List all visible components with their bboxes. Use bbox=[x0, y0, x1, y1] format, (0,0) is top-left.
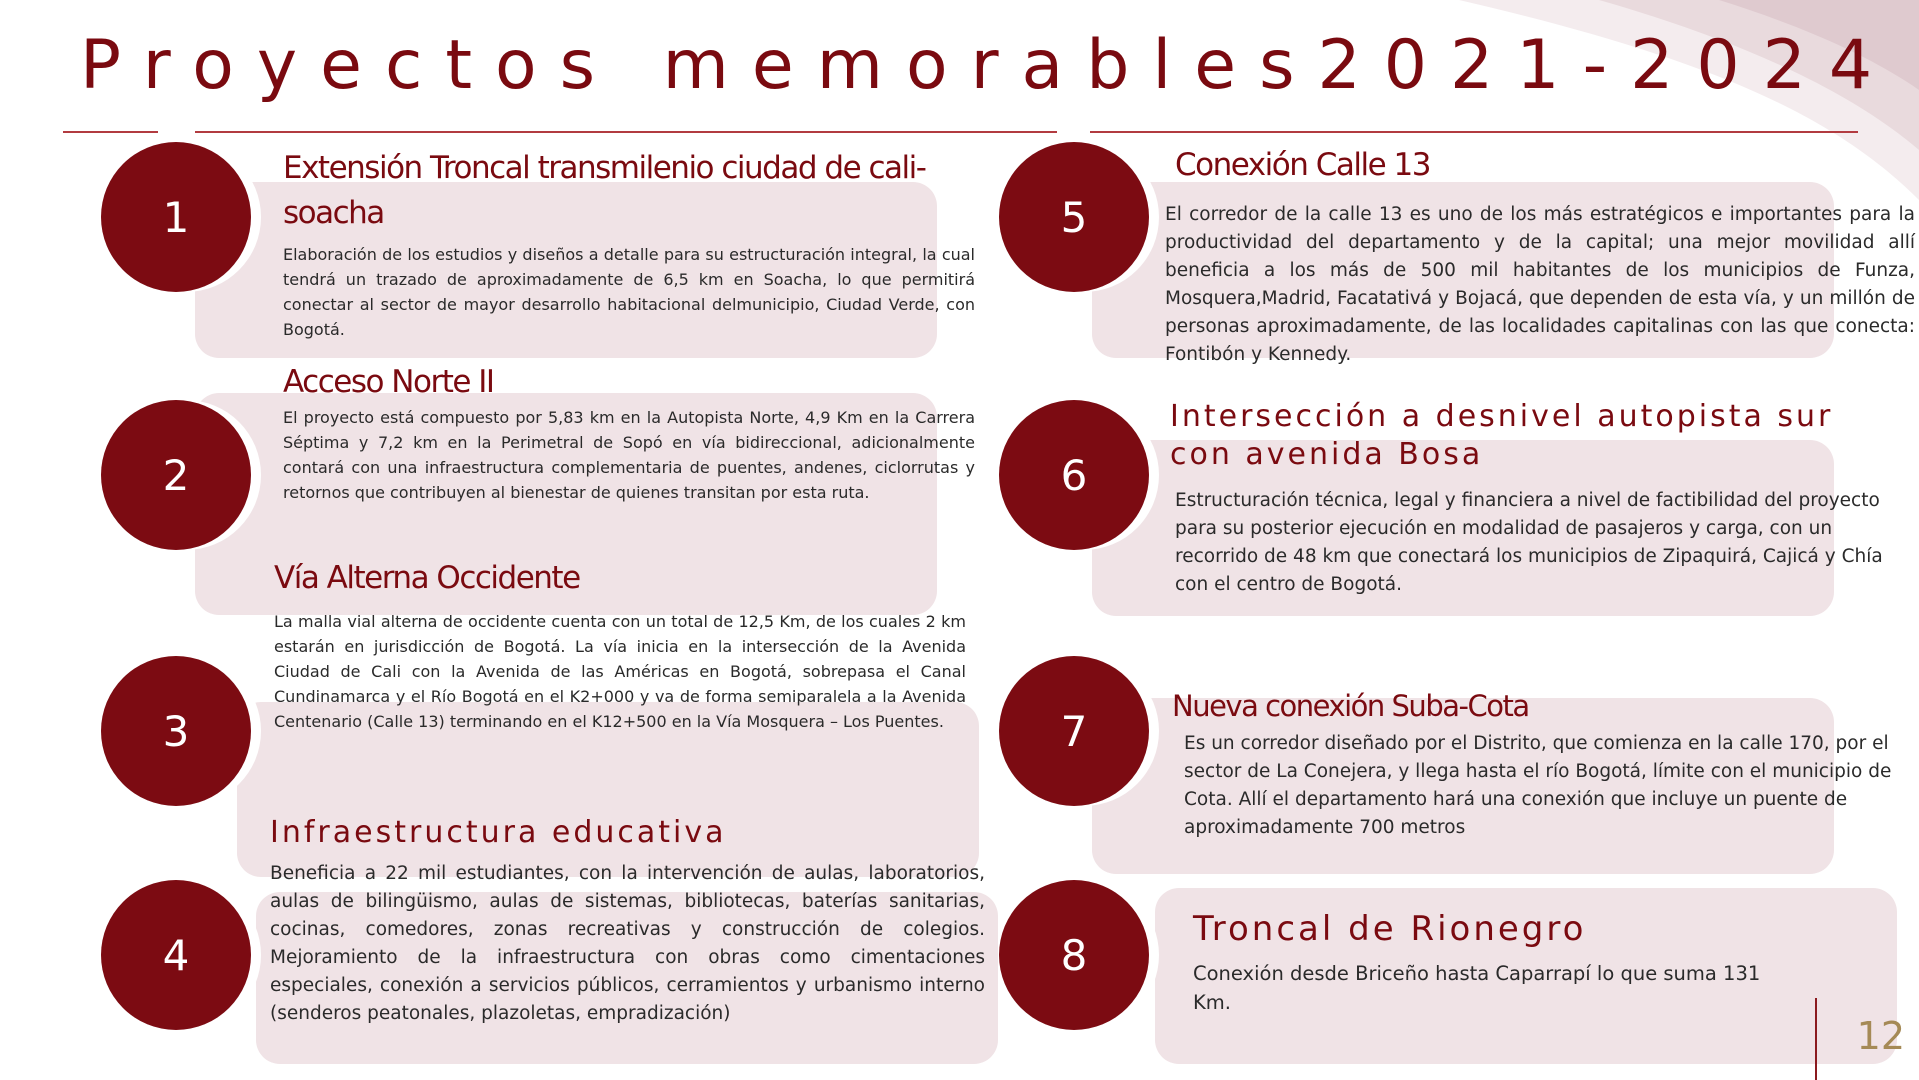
project-title: Vía Alterna Occidente bbox=[274, 560, 580, 596]
project-title: Extensión Troncal transmilenio ciudad de cali- soacha bbox=[283, 150, 926, 231]
project-description: Elaboración de los estudios y diseños a detalle para su estructuración integral, la cual tendrá un trazado de aproximadamente de 6,5 km en Soacha, lo que permitirá conectar al sector de mayor desarrollo habitacional delmunicipio, Ciudad Verde, con Bogotá. bbox=[283, 245, 975, 339]
project-description: El proyecto está compuesto por 5,83 km en la Autopista Norte, 4,9 Km en la Carrera Séptima y 7,2 km en la Perimetral de Sopó en vía bidireccional, adicionalmente contará con una infraestructura complementaria de puentes, andenes, ciclorrutas y retornos que contribuyen al bienestar de quienes transitan por esta ruta. bbox=[283, 408, 975, 502]
project-title: Infraestructura educativa bbox=[270, 815, 727, 850]
project-number-badge: 5 bbox=[999, 142, 1149, 292]
project-title: Intersección a desnivel autopista sur con avenida Bosa bbox=[1170, 399, 1834, 472]
project-number-badge: 2 bbox=[101, 400, 251, 550]
project-number-badge: 3 bbox=[101, 656, 251, 806]
page-title: Proyectos memorables2021-2024 bbox=[80, 26, 1896, 105]
project-title: Nueva conexión Suba-Cota bbox=[1172, 689, 1529, 723]
divider-line bbox=[63, 131, 158, 133]
divider-line bbox=[195, 131, 1057, 133]
project-number-badge: 7 bbox=[999, 656, 1149, 806]
project-number-badge: 6 bbox=[999, 400, 1149, 550]
page-number-divider bbox=[1815, 998, 1817, 1080]
project-number-badge: 8 bbox=[999, 880, 1149, 1030]
project-title: Acceso Norte II bbox=[283, 364, 494, 400]
project-number-badge: 4 bbox=[101, 880, 251, 1030]
project-number-badge: 1 bbox=[101, 142, 251, 292]
project-title: Conexión Calle 13 bbox=[1175, 147, 1430, 183]
project-title: Troncal de Rionegro bbox=[1193, 909, 1587, 949]
project-description: El corredor de la calle 13 es uno de los más estratégicos e importantes para la productividad del departamento y de la capital; una mejor movilidad allí beneficia a los más de 500 mil habitantes de los municipios de Funza, Mosquera,Madrid, Facatativá y Bojacá, que dependen de esta vía, y un millón de personas aproximadamente, de las localidades capitalinas con las que conecta: Fontibón y Kennedy. bbox=[1165, 204, 1915, 365]
project-description: Estructuración técnica, legal y financiera a nivel de factibilidad del proyecto para su posterior ejecución en modalidad de pasajeros y carga, con un recorrido de 48 km que conectará los municipios de Zipaquirá, Cajicá y Chía con el centro de Bogotá. bbox=[1175, 490, 1883, 595]
project-description: Beneficia a 22 mil estudiantes, con la intervención de aulas, laboratorios, aulas de bilingüismo, aulas de sistemas, bibliotecas, baterías sanitarias, cocinas, comedores, zonas recreativas y construcción de colegios. Mejoramiento de la infraestructura con obras como cimentaciones especiales, conexión a servicios públicos, cerramientos y urbanismo interno (senderos peatonales, plazoletas, empradización) bbox=[270, 863, 985, 1024]
page-number: 12 bbox=[1856, 1014, 1905, 1058]
project-description: Conexión desde Briceño hasta Caparrapí lo que suma 131 Km. bbox=[1193, 962, 1761, 1014]
project-description: La malla vial alterna de occidente cuenta con un total de 12,5 Km, de los cuales 2 km estarán en jurisdicción de Bogotá. La vía inicia en la intersección de la Avenida Ciudad de Cali con la Avenida de las Américas en Bogotá, sobrepasa el Canal Cundinamarca y el Río Bogotá en el K2+000 y va de forma semiparalela a la Avenida Centenario (Calle 13) terminando en el K12+500 en la Vía Mosquera – Los Puentes. bbox=[274, 612, 966, 731]
divider-line bbox=[1090, 131, 1858, 133]
project-description: Es un corredor diseñado por el Distrito, que comienza en la calle 170, por el sector de La Conejera, y llega hasta el río Bogotá, límite con el municipio de Cota. Allí el departamento hará una conexión que incluye un puente de aproximadamente 700 metros bbox=[1184, 733, 1892, 838]
